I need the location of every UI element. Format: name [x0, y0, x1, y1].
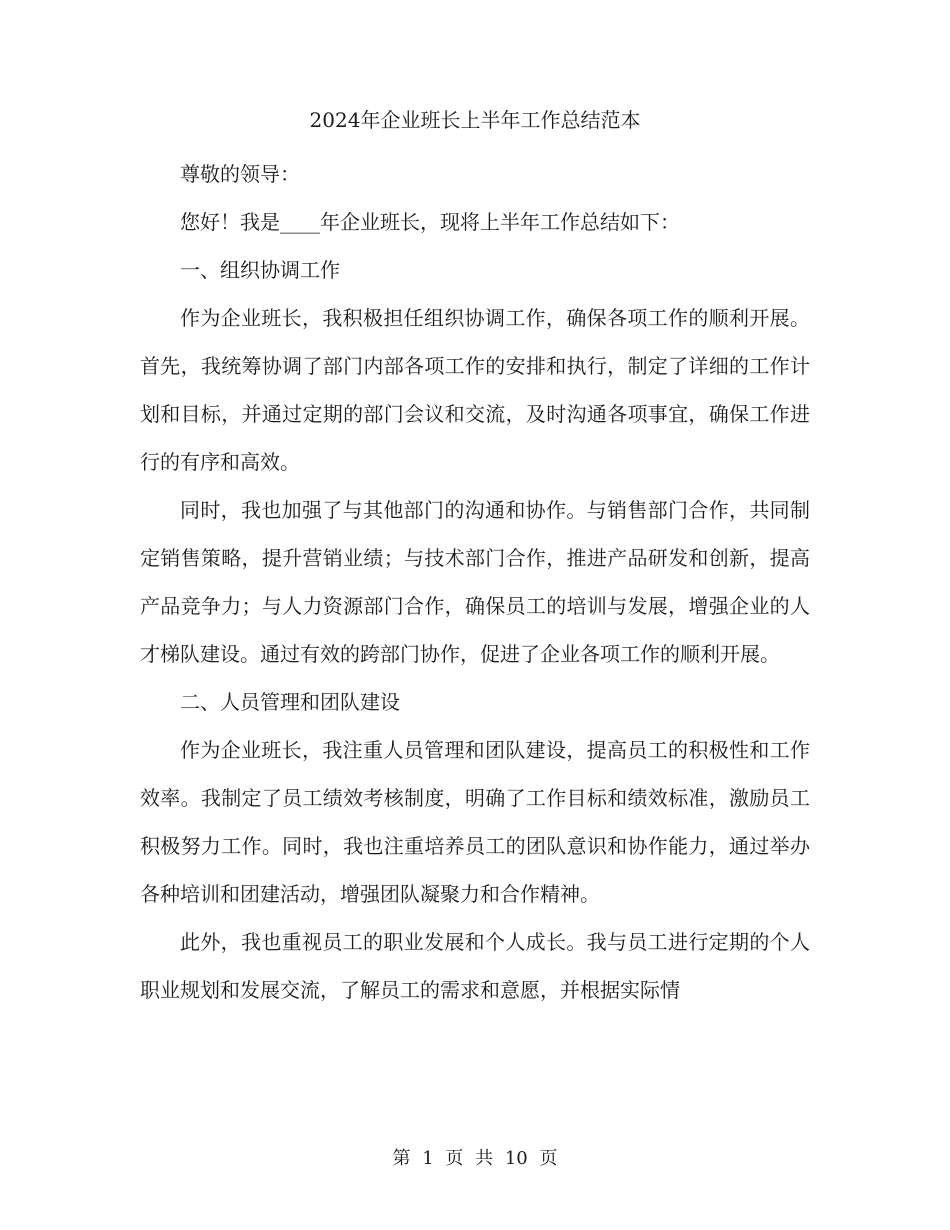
greeting-paragraph: 您好！我是____年企业班长，现将上半年工作总结如下： — [180, 210, 680, 234]
body-paragraph: 同时，我也加强了与其他部门的沟通和协作。与销售部门合作，共同制定销售策略，提升营销业绩；与技术部门合作，推进产品研发和创新，提高产品竞争力；与人力资源部门合作，确保员工的培训与发展，增强企业的人才梯队建设。通过有效的跨部门协作，促进了企业各项工作的顺利开展。 — [140, 498, 810, 666]
body-paragraph: 此外，我也重视员工的职业发展和个人成长。我与员工进行定期的个人职业规划和发展交流，了解员工的需求和意愿，并根据实际情 — [140, 930, 810, 1002]
page-number-footer: 第 1 页 共 10 页 — [392, 1148, 558, 1169]
document-body — [140, 150, 810, 1014]
section-heading-2: 二、人员管理和团队建设 — [180, 690, 400, 714]
salutation: 尊敬的领导： — [180, 162, 300, 186]
body-paragraph: 作为企业班长，我积极担任组织协调工作，确保各项工作的顺利开展。首先，我统筹协调了部门内部各项工作的安排和执行，制定了详细的工作计划和目标，并通过定期的部门会议和交流，及时沟通各项事宜，确保工作进行的有序和高效。 — [140, 306, 810, 474]
body-paragraph: 作为企业班长，我注重人员管理和团队建设，提高员工的积极性和工作效率。我制定了员工绩效考核制度，明确了工作目标和绩效标准，激励员工积极努力工作。同时，我也注重培养员工的团队意识和协作能力，通过举办各种培训和团建活动，增强团队凝聚力和合作精神。 — [140, 738, 810, 906]
document-title: 2024年企业班长上半年工作总结范本 — [309, 108, 641, 132]
section-heading-1: 一、组织协调工作 — [180, 258, 340, 282]
